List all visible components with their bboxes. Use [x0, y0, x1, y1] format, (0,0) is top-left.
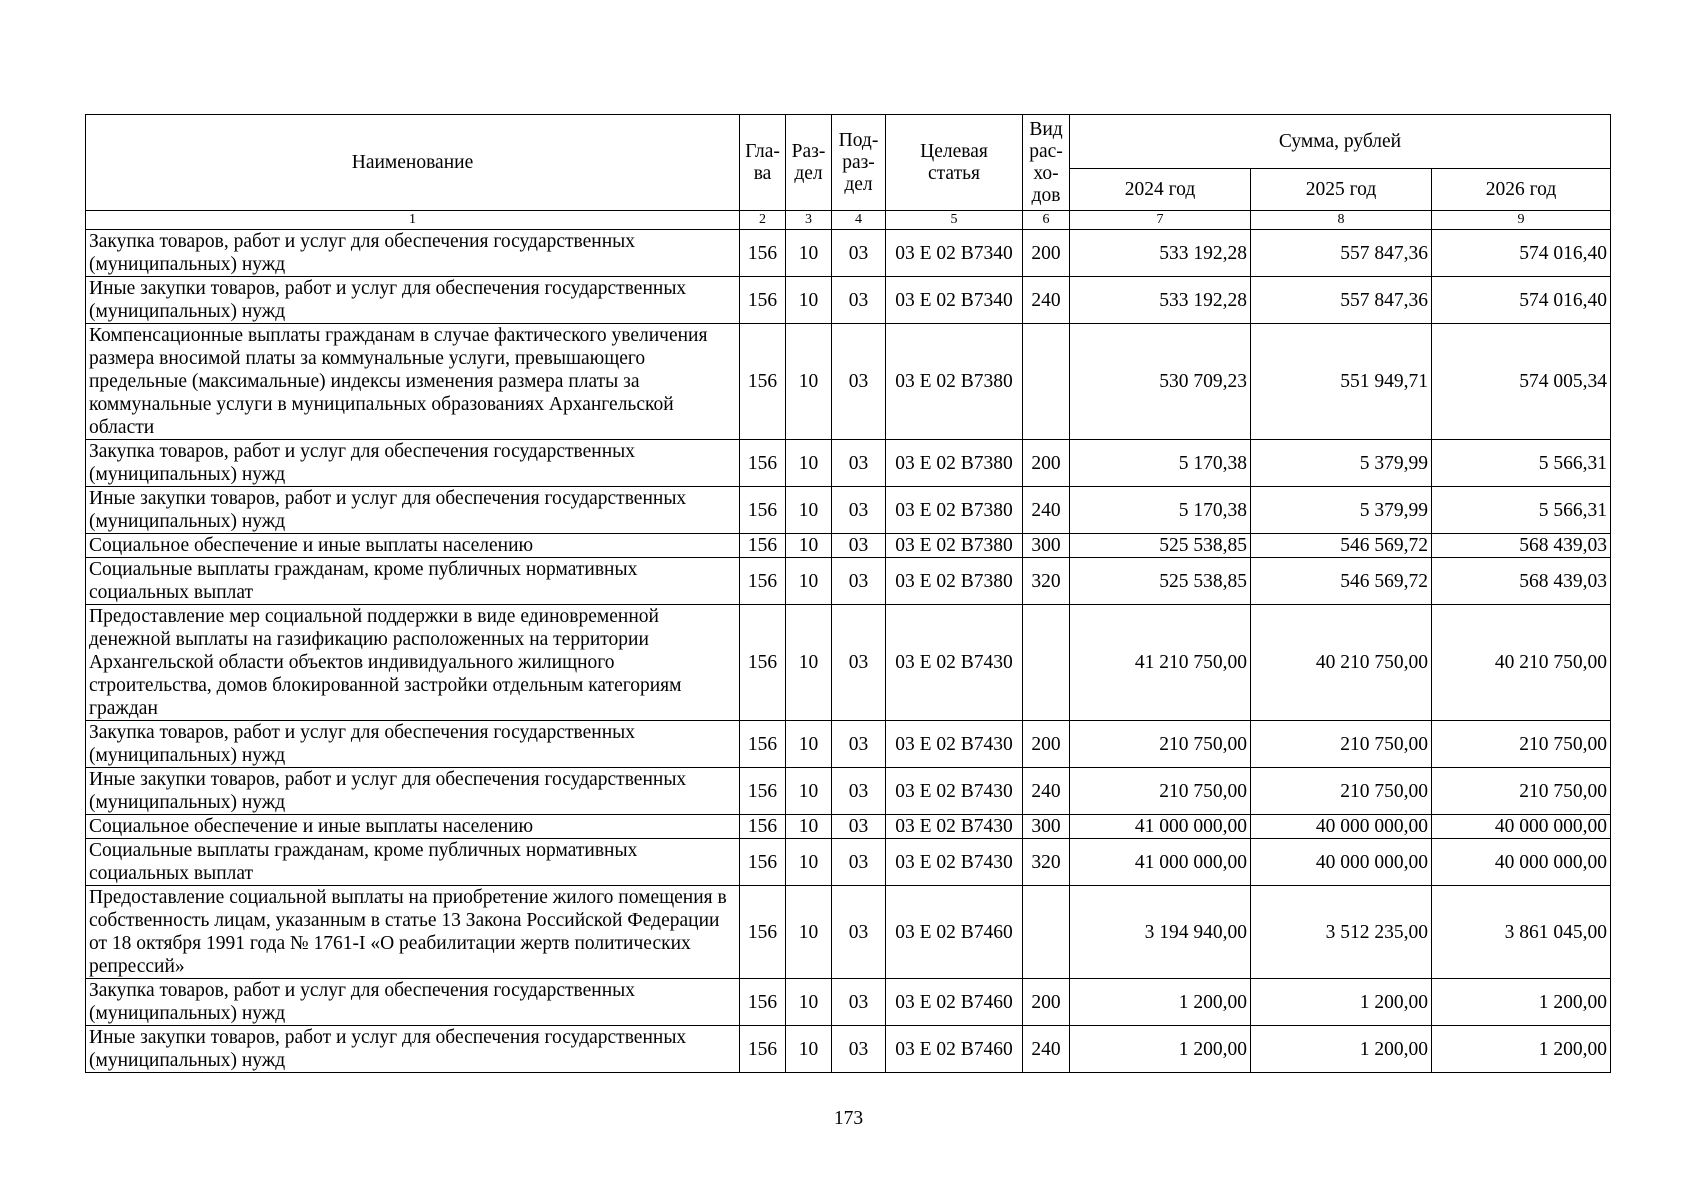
row-vid: 300 — [1023, 815, 1070, 839]
row-celevaya: 03 Е 02 В7430 — [886, 605, 1023, 721]
row-podrazdel: 03 — [832, 558, 886, 605]
row-razdel: 10 — [786, 839, 832, 886]
row-razdel: 10 — [786, 277, 832, 324]
row-amount-2025: 40 000 000,00 — [1251, 815, 1432, 839]
row-name: Социальное обеспечение и иные выплаты населению — [86, 815, 740, 839]
row-celevaya: 03 Е 02 В7380 — [886, 487, 1023, 534]
table-row — [86, 230, 1611, 277]
column-number: 8 — [1251, 211, 1432, 230]
row-name: Закупка товаров, работ и услуг для обеспечения государственных (муниципальных) нужд — [86, 230, 740, 277]
row-amount-2026: 568 439,03 — [1432, 558, 1611, 605]
header-year-2025: 2025 год — [1251, 169, 1432, 211]
row-amount-2026: 210 750,00 — [1432, 768, 1611, 815]
row-amount-2024: 525 538,85 — [1070, 534, 1251, 558]
table-row — [86, 605, 1611, 721]
row-razdel: 10 — [786, 605, 832, 721]
row-razdel: 10 — [786, 1026, 832, 1073]
row-name: Предоставление социальной выплаты на приобретение жилого помещения в собственность лицам, указанным в статье 13 Закона Российской Федерации от 18 октября 1991 года № 1761-I «О реабилитации жертв политических репрессий» — [86, 886, 740, 979]
row-glava: 156 — [740, 440, 786, 487]
row-glava: 156 — [740, 768, 786, 815]
table-header — [86, 115, 1611, 230]
row-celevaya: 03 Е 02 В7380 — [886, 558, 1023, 605]
row-amount-2026: 210 750,00 — [1432, 721, 1611, 768]
row-amount-2024: 5 170,38 — [1070, 487, 1251, 534]
budget-table — [85, 114, 1611, 1073]
row-vid: 320 — [1023, 839, 1070, 886]
row-celevaya: 03 Е 02 В7430 — [886, 839, 1023, 886]
row-vid: 320 — [1023, 558, 1070, 605]
row-glava: 156 — [740, 886, 786, 979]
row-amount-2026: 568 439,03 — [1432, 534, 1611, 558]
row-vid: 200 — [1023, 230, 1070, 277]
table-row — [86, 324, 1611, 440]
row-glava: 156 — [740, 324, 786, 440]
table-row — [86, 886, 1611, 979]
row-razdel: 10 — [786, 721, 832, 768]
row-vid — [1023, 324, 1070, 440]
row-podrazdel: 03 — [832, 979, 886, 1026]
row-celevaya: 03 Е 02 В7380 — [886, 324, 1023, 440]
row-name: Иные закупки товаров, работ и услуг для обеспечения государственных (муниципальных) нужд — [86, 768, 740, 815]
row-podrazdel: 03 — [832, 815, 886, 839]
table-row — [86, 839, 1611, 886]
table-row — [86, 534, 1611, 558]
header-glava: Гла- ва — [740, 115, 786, 211]
table-row — [86, 487, 1611, 534]
row-amount-2025: 1 200,00 — [1251, 979, 1432, 1026]
row-amount-2026: 40 210 750,00 — [1432, 605, 1611, 721]
column-number: 4 — [832, 211, 886, 230]
header-vid: Вид рас- хо- дов — [1023, 115, 1070, 211]
table-body — [86, 230, 1611, 1073]
row-podrazdel: 03 — [832, 1026, 886, 1073]
header-razdel: Раз- дел — [786, 115, 832, 211]
row-celevaya: 03 Е 02 В7380 — [886, 534, 1023, 558]
row-amount-2026: 1 200,00 — [1432, 979, 1611, 1026]
row-celevaya: 03 Е 02 В7460 — [886, 979, 1023, 1026]
table-row — [86, 1026, 1611, 1073]
row-name: Иные закупки товаров, работ и услуг для обеспечения государственных (муниципальных) нужд — [86, 1026, 740, 1073]
row-glava: 156 — [740, 487, 786, 534]
row-glava: 156 — [740, 1026, 786, 1073]
row-name: Иные закупки товаров, работ и услуг для обеспечения государственных (муниципальных) нужд — [86, 277, 740, 324]
column-number: 2 — [740, 211, 786, 230]
row-razdel: 10 — [786, 324, 832, 440]
row-podrazdel: 03 — [832, 768, 886, 815]
row-glava: 156 — [740, 839, 786, 886]
row-vid — [1023, 886, 1070, 979]
row-amount-2025: 210 750,00 — [1251, 721, 1432, 768]
header-celevaya: Целевая статья — [886, 115, 1023, 211]
column-number: 3 — [786, 211, 832, 230]
row-amount-2026: 40 000 000,00 — [1432, 839, 1611, 886]
column-number: 7 — [1070, 211, 1251, 230]
table-row — [86, 440, 1611, 487]
row-name: Компенсационные выплаты гражданам в случае фактического увеличения размера вносимой платы за коммунальные услуги, превышающего предельные (максимальные) индексы изменения размера платы за коммунальные услуги в муниципальных образованиях Архангельской области — [86, 324, 740, 440]
column-numbers-row — [86, 211, 1611, 230]
row-amount-2025: 546 569,72 — [1251, 558, 1432, 605]
row-amount-2024: 1 200,00 — [1070, 1026, 1251, 1073]
row-vid: 200 — [1023, 721, 1070, 768]
row-vid: 300 — [1023, 534, 1070, 558]
row-glava: 156 — [740, 605, 786, 721]
header-year-2024: 2024 год — [1070, 169, 1251, 211]
row-amount-2024: 41 000 000,00 — [1070, 815, 1251, 839]
row-name: Предоставление мер социальной поддержки в виде единовременной денежной выплаты на газификацию расположенных на территории Архангельской области объектов индивидуального жилищного строительства, домов блокированной застройки отдельным категориям граждан — [86, 605, 740, 721]
table-row — [86, 721, 1611, 768]
row-vid: 240 — [1023, 768, 1070, 815]
row-amount-2024: 41 210 750,00 — [1070, 605, 1251, 721]
row-name: Социальные выплаты гражданам, кроме публичных нормативных социальных выплат — [86, 839, 740, 886]
row-glava: 156 — [740, 721, 786, 768]
row-glava: 156 — [740, 230, 786, 277]
row-podrazdel: 03 — [832, 534, 886, 558]
table-row — [86, 558, 1611, 605]
row-vid: 240 — [1023, 1026, 1070, 1073]
row-celevaya: 03 Е 02 В7430 — [886, 721, 1023, 768]
row-vid: 240 — [1023, 487, 1070, 534]
row-amount-2024: 3 194 940,00 — [1070, 886, 1251, 979]
row-razdel: 10 — [786, 534, 832, 558]
row-amount-2026: 3 861 045,00 — [1432, 886, 1611, 979]
row-glava: 156 — [740, 277, 786, 324]
row-name: Иные закупки товаров, работ и услуг для обеспечения государственных (муниципальных) нужд — [86, 487, 740, 534]
row-vid — [1023, 605, 1070, 721]
row-celevaya: 03 Е 02 В7460 — [886, 886, 1023, 979]
row-amount-2026: 40 000 000,00 — [1432, 815, 1611, 839]
column-number: 6 — [1023, 211, 1070, 230]
column-number: 5 — [886, 211, 1023, 230]
row-amount-2025: 557 847,36 — [1251, 277, 1432, 324]
row-name: Закупка товаров, работ и услуг для обеспечения государственных (муниципальных) нужд — [86, 721, 740, 768]
row-celevaya: 03 Е 02 В7380 — [886, 440, 1023, 487]
row-name: Социальные выплаты гражданам, кроме публичных нормативных социальных выплат — [86, 558, 740, 605]
row-celevaya: 03 Е 02 В7340 — [886, 277, 1023, 324]
row-name: Закупка товаров, работ и услуг для обеспечения государственных (муниципальных) нужд — [86, 979, 740, 1026]
row-amount-2024: 525 538,85 — [1070, 558, 1251, 605]
row-name: Социальное обеспечение и иные выплаты населению — [86, 534, 740, 558]
row-amount-2025: 551 949,71 — [1251, 324, 1432, 440]
row-razdel: 10 — [786, 558, 832, 605]
row-amount-2024: 1 200,00 — [1070, 979, 1251, 1026]
row-podrazdel: 03 — [832, 721, 886, 768]
row-amount-2024: 41 000 000,00 — [1070, 839, 1251, 886]
row-podrazdel: 03 — [832, 886, 886, 979]
row-razdel: 10 — [786, 886, 832, 979]
row-vid: 200 — [1023, 979, 1070, 1026]
row-razdel: 10 — [786, 979, 832, 1026]
row-celevaya: 03 Е 02 В7430 — [886, 815, 1023, 839]
row-glava: 156 — [740, 979, 786, 1026]
row-amount-2024: 210 750,00 — [1070, 768, 1251, 815]
row-amount-2025: 210 750,00 — [1251, 768, 1432, 815]
row-amount-2025: 1 200,00 — [1251, 1026, 1432, 1073]
row-amount-2025: 5 379,99 — [1251, 440, 1432, 487]
table-row — [86, 815, 1611, 839]
row-podrazdel: 03 — [832, 605, 886, 721]
header-name: Наименование — [86, 115, 740, 211]
row-razdel: 10 — [786, 815, 832, 839]
row-amount-2024: 533 192,28 — [1070, 230, 1251, 277]
row-celevaya: 03 Е 02 В7460 — [886, 1026, 1023, 1073]
row-podrazdel: 03 — [832, 839, 886, 886]
row-amount-2025: 557 847,36 — [1251, 230, 1432, 277]
row-vid: 240 — [1023, 277, 1070, 324]
row-amount-2026: 574 016,40 — [1432, 230, 1611, 277]
row-razdel: 10 — [786, 487, 832, 534]
row-razdel: 10 — [786, 768, 832, 815]
row-amount-2024: 5 170,38 — [1070, 440, 1251, 487]
row-glava: 156 — [740, 534, 786, 558]
row-amount-2026: 5 566,31 — [1432, 440, 1611, 487]
table-row — [86, 768, 1611, 815]
row-podrazdel: 03 — [832, 277, 886, 324]
row-amount-2026: 5 566,31 — [1432, 487, 1611, 534]
row-amount-2025: 40 000 000,00 — [1251, 839, 1432, 886]
table-row — [86, 979, 1611, 1026]
row-amount-2026: 574 005,34 — [1432, 324, 1611, 440]
row-celevaya: 03 Е 02 В7340 — [886, 230, 1023, 277]
table-row — [86, 277, 1611, 324]
row-glava: 156 — [740, 558, 786, 605]
column-number: 9 — [1432, 211, 1611, 230]
row-name: Закупка товаров, работ и услуг для обеспечения государственных (муниципальных) нужд — [86, 440, 740, 487]
header-podrazdel: Под- раз- дел — [832, 115, 886, 211]
header-year-2026: 2026 год — [1432, 169, 1611, 211]
row-amount-2026: 1 200,00 — [1432, 1026, 1611, 1073]
page-number: 173 — [833, 1108, 864, 1129]
row-amount-2024: 210 750,00 — [1070, 721, 1251, 768]
row-vid: 200 — [1023, 440, 1070, 487]
row-celevaya: 03 Е 02 В7430 — [886, 768, 1023, 815]
header-summa: Сумма, рублей — [1070, 115, 1611, 169]
row-amount-2024: 530 709,23 — [1070, 324, 1251, 440]
row-razdel: 10 — [786, 440, 832, 487]
row-glava: 156 — [740, 815, 786, 839]
row-amount-2024: 533 192,28 — [1070, 277, 1251, 324]
column-number: 1 — [86, 211, 740, 230]
row-razdel: 10 — [786, 230, 832, 277]
row-amount-2025: 3 512 235,00 — [1251, 886, 1432, 979]
row-amount-2026: 574 016,40 — [1432, 277, 1611, 324]
row-amount-2025: 5 379,99 — [1251, 487, 1432, 534]
row-podrazdel: 03 — [832, 230, 886, 277]
row-amount-2025: 546 569,72 — [1251, 534, 1432, 558]
row-podrazdel: 03 — [832, 487, 886, 534]
row-amount-2025: 40 210 750,00 — [1251, 605, 1432, 721]
row-podrazdel: 03 — [832, 440, 886, 487]
row-podrazdel: 03 — [832, 324, 886, 440]
